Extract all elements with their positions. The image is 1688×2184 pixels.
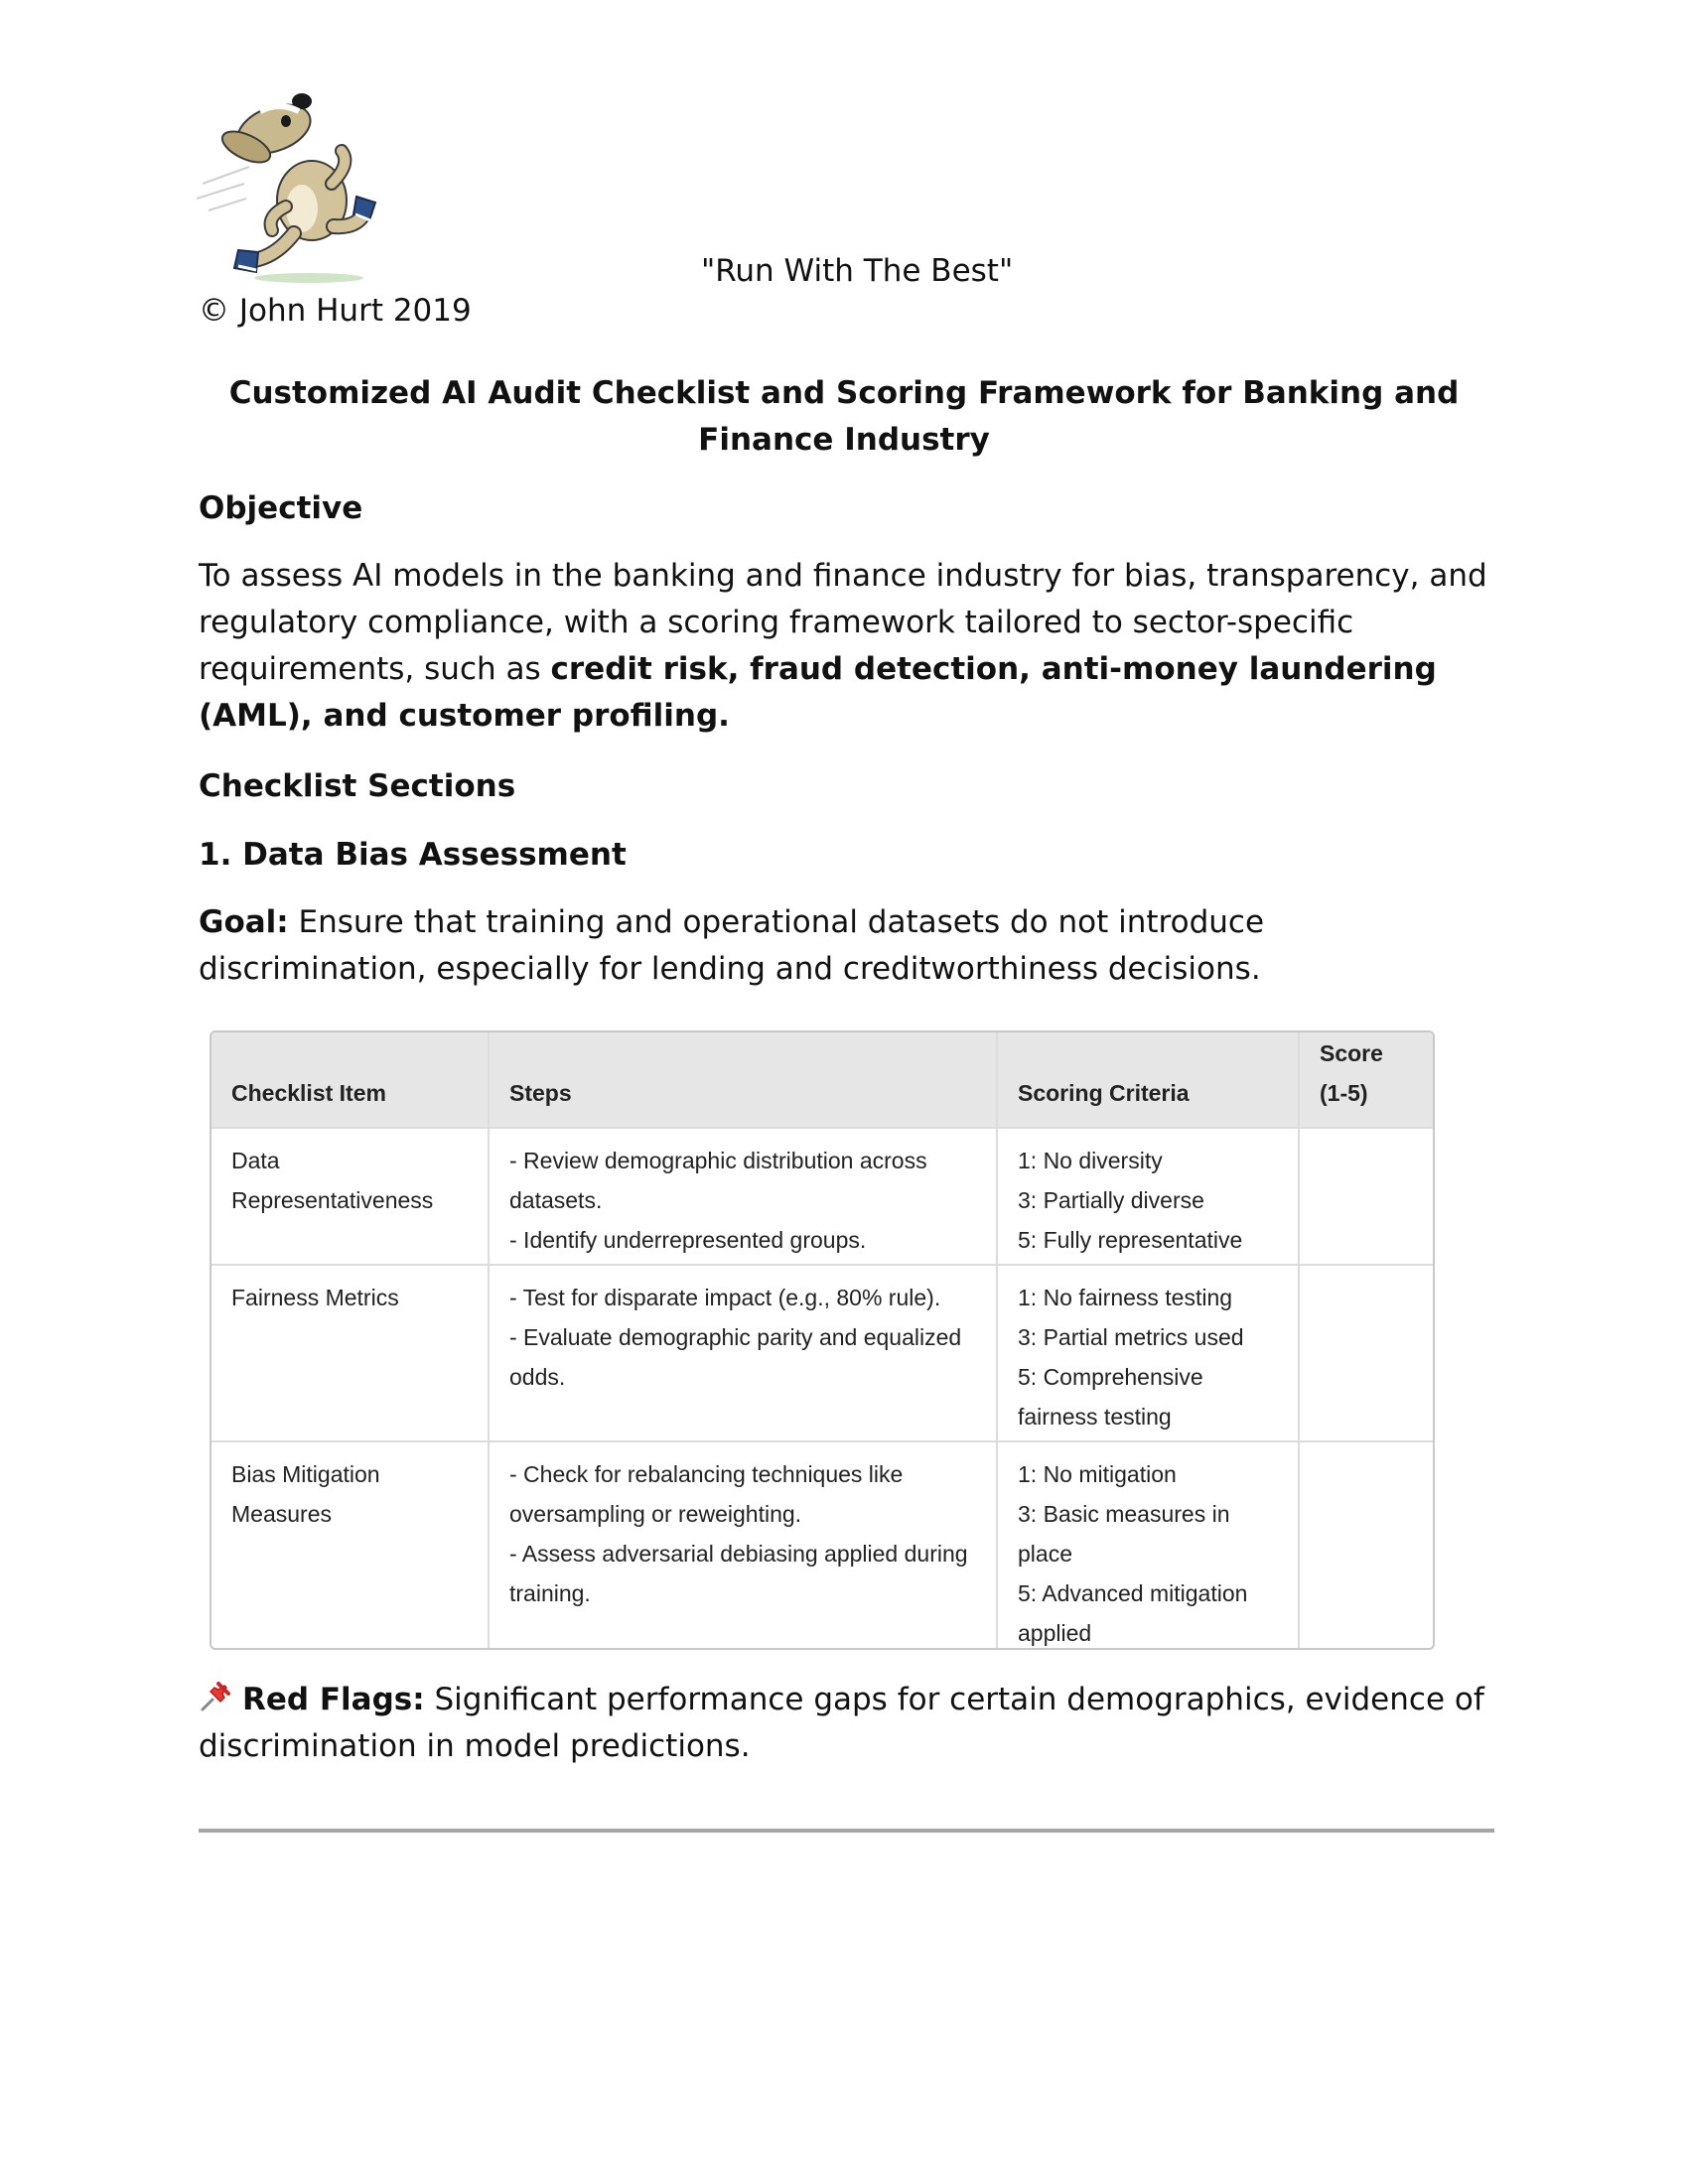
document-title: Customized AI Audit Checklist and Scoring Framework for Banking and Finance Industry	[228, 375, 1460, 458]
copyright-notice: © John Hurt 2019	[199, 293, 472, 329]
table-row	[211, 1441, 1433, 1650]
cell-criteria	[997, 1441, 1299, 1650]
cell-score	[1299, 1128, 1433, 1265]
header-checklist-item: Checklist Item	[211, 1032, 489, 1128]
goal-paragraph	[199, 899, 1489, 993]
cell-steps	[489, 1265, 997, 1441]
objective-paragraph	[199, 553, 1489, 740]
table-row	[211, 1128, 1433, 1265]
cell-item: Bias Mitigation Measures	[211, 1441, 489, 1650]
header-score: Score (1-5)	[1299, 1032, 1433, 1128]
objective-heading: Objective	[199, 490, 363, 526]
step-line: - Review demographic distribution across datasets.	[509, 1148, 927, 1213]
criteria-line: 1: No mitigation	[1018, 1461, 1177, 1487]
step-line: - Check for rebalancing techniques like oversampling or reweighting.	[509, 1461, 904, 1527]
header-steps: Steps	[489, 1032, 997, 1128]
cell-steps	[489, 1128, 997, 1265]
checklist-table	[210, 1030, 1435, 1650]
cell-score	[1299, 1441, 1433, 1650]
header-scoring-criteria: Scoring Criteria	[997, 1032, 1299, 1128]
red-flags-label: Red Flags:	[242, 1682, 425, 1717]
goal-text: Ensure that training and operational datasets do not introduce discrimination, especially for lending and creditworthiness decisions.	[199, 904, 1265, 987]
horizontal-divider	[199, 1829, 1494, 1833]
section-1-heading: 1. Data Bias Assessment	[199, 837, 627, 873]
criteria-line: 5: Advanced mitigation applied	[1018, 1580, 1248, 1646]
red-flags-paragraph	[199, 1677, 1489, 1770]
objective-text: To assess AI models in the banking and finance industry for bias, transparency, and regulatory compliance, with a scoring framework tailored to sector-specific requirements, such as	[199, 558, 1487, 687]
criteria-line: 5: Comprehensive fairness testing	[1018, 1364, 1203, 1430]
table-header-row	[211, 1032, 1433, 1128]
step-line: - Evaluate demographic parity and equalized odds.	[509, 1324, 962, 1390]
criteria-line: 3: Basic measures in place	[1018, 1501, 1230, 1567]
criteria-line: 5: Fully representative	[1018, 1227, 1243, 1253]
cell-score	[1299, 1265, 1433, 1441]
step-line: - Identify underrepresented groups.	[509, 1227, 867, 1253]
motto: "Run With The Best"	[701, 253, 1014, 289]
table-row	[211, 1265, 1433, 1441]
cell-item: Fairness Metrics	[211, 1265, 489, 1441]
goal-label: Goal:	[199, 904, 289, 940]
checklist-sections-heading: Checklist Sections	[199, 768, 516, 804]
step-line: - Test for disparate impact (e.g., 80% rule).	[509, 1285, 941, 1310]
cell-criteria	[997, 1265, 1299, 1441]
cell-item: Data Representativeness	[211, 1128, 489, 1265]
objective-bold-text: credit risk, fraud detection, anti-money laundering (AML), and customer profiling.	[199, 651, 1437, 734]
pushpin-icon	[199, 1680, 232, 1713]
running-dog-mascot-icon	[195, 89, 383, 288]
red-flags-text: Significant performance gaps for certain demographics, evidence of discrimination in model predictions.	[199, 1682, 1484, 1764]
criteria-line: 3: Partial metrics used	[1018, 1324, 1244, 1350]
criteria-line: 1: No diversity	[1018, 1148, 1163, 1173]
criteria-line: 3: Partially diverse	[1018, 1187, 1204, 1213]
step-line: - Assess adversarial debiasing applied during training.	[509, 1541, 968, 1606]
cell-steps	[489, 1441, 997, 1650]
criteria-line: 1: No fairness testing	[1018, 1285, 1233, 1310]
cell-criteria	[997, 1128, 1299, 1265]
